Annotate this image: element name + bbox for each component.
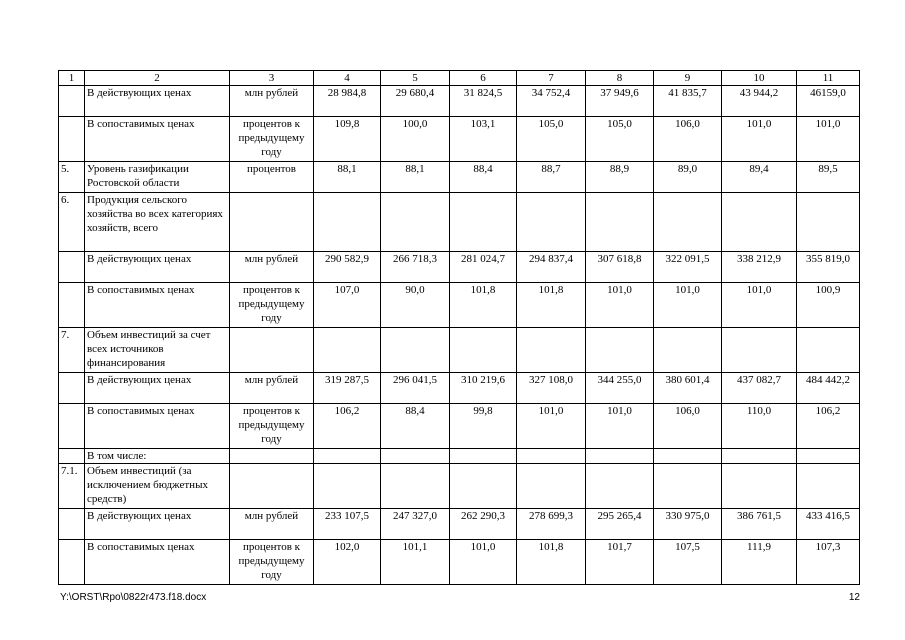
value-cell: 31 824,5 xyxy=(450,86,517,117)
indicator-name-cell: В действующих ценах xyxy=(85,509,230,540)
unit-cell: млн рублей xyxy=(230,509,314,540)
indicator-name-cell: Объем инвестиций (за исключением бюджетных средств) xyxy=(85,464,230,509)
header-cell: 4 xyxy=(314,71,381,86)
value-cell xyxy=(586,193,654,252)
value-cell: 437 082,7 xyxy=(722,373,797,404)
header-cell: 10 xyxy=(722,71,797,86)
value-cell: 233 107,5 xyxy=(314,509,381,540)
value-cell xyxy=(450,449,517,464)
header-cell: 11 xyxy=(797,71,860,86)
indicator-name-cell: В действующих ценах xyxy=(85,373,230,404)
value-cell xyxy=(517,464,586,509)
value-cell: 88,4 xyxy=(381,404,450,449)
value-cell: 41 835,7 xyxy=(654,86,722,117)
table-row xyxy=(59,509,860,540)
table-row xyxy=(59,373,860,404)
row-number-cell xyxy=(59,449,85,464)
value-cell xyxy=(654,193,722,252)
row-number-cell xyxy=(59,86,85,117)
unit-cell xyxy=(230,449,314,464)
value-cell: 89,0 xyxy=(654,162,722,193)
value-cell xyxy=(517,193,586,252)
row-number-cell xyxy=(59,509,85,540)
value-cell xyxy=(314,464,381,509)
value-cell: 262 290,3 xyxy=(450,509,517,540)
indicator-name-cell: В том числе: xyxy=(85,449,230,464)
value-cell: 100,0 xyxy=(381,117,450,162)
header-cell: 2 xyxy=(85,71,230,86)
row-number-cell xyxy=(59,404,85,449)
value-cell: 101,8 xyxy=(450,283,517,328)
value-cell xyxy=(722,449,797,464)
value-cell: 344 255,0 xyxy=(586,373,654,404)
value-cell xyxy=(654,328,722,373)
header-cell: 8 xyxy=(586,71,654,86)
value-cell: 106,0 xyxy=(654,404,722,449)
unit-cell xyxy=(230,464,314,509)
indicator-name-cell: Уровень газификации Ростовской области xyxy=(85,162,230,193)
indicator-name-cell: Объем инвестиций за счет всех источников финансирования xyxy=(85,328,230,373)
header-cell: 1 xyxy=(59,71,85,86)
value-cell: 307 618,8 xyxy=(586,252,654,283)
value-cell: 29 680,4 xyxy=(381,86,450,117)
value-cell: 37 949,6 xyxy=(586,86,654,117)
value-cell: 110,0 xyxy=(722,404,797,449)
value-cell: 319 287,5 xyxy=(314,373,381,404)
value-cell xyxy=(722,464,797,509)
value-cell xyxy=(586,464,654,509)
value-cell: 106,0 xyxy=(654,117,722,162)
value-cell: 101,8 xyxy=(517,283,586,328)
value-cell xyxy=(450,328,517,373)
value-cell: 109,8 xyxy=(314,117,381,162)
header-cell: 6 xyxy=(450,71,517,86)
table-row xyxy=(59,86,860,117)
unit-cell: процентов к предыдущему году xyxy=(230,540,314,585)
indicator-name-cell: В сопоставимых ценах xyxy=(85,404,230,449)
row-number-cell xyxy=(59,283,85,328)
indicator-name-cell: В сопоставимых ценах xyxy=(85,117,230,162)
value-cell xyxy=(586,449,654,464)
value-cell: 105,0 xyxy=(517,117,586,162)
table-row xyxy=(59,162,860,193)
value-cell: 103,1 xyxy=(450,117,517,162)
value-cell: 330 975,0 xyxy=(654,509,722,540)
value-cell xyxy=(450,193,517,252)
indicator-name-cell: В действующих ценах xyxy=(85,252,230,283)
value-cell xyxy=(797,449,860,464)
table-row xyxy=(59,464,860,509)
value-cell: 88,1 xyxy=(314,162,381,193)
row-number-cell: 7. xyxy=(59,328,85,373)
value-cell: 101,0 xyxy=(586,404,654,449)
value-cell: 88,9 xyxy=(586,162,654,193)
value-cell: 89,5 xyxy=(797,162,860,193)
unit-cell: процентов к предыдущему году xyxy=(230,117,314,162)
value-cell: 100,9 xyxy=(797,283,860,328)
unit-cell: млн рублей xyxy=(230,86,314,117)
value-cell xyxy=(381,328,450,373)
value-cell xyxy=(586,328,654,373)
value-cell: 355 819,0 xyxy=(797,252,860,283)
value-cell xyxy=(722,193,797,252)
value-cell: 101,0 xyxy=(722,283,797,328)
value-cell: 101,0 xyxy=(654,283,722,328)
indicator-name-cell: В сопоставимых ценах xyxy=(85,540,230,585)
table-row xyxy=(59,252,860,283)
value-cell: 281 024,7 xyxy=(450,252,517,283)
value-cell: 43 944,2 xyxy=(722,86,797,117)
value-cell: 290 582,9 xyxy=(314,252,381,283)
value-cell: 106,2 xyxy=(314,404,381,449)
value-cell: 101,8 xyxy=(517,540,586,585)
table-row xyxy=(59,193,860,252)
value-cell: 266 718,3 xyxy=(381,252,450,283)
value-cell: 99,8 xyxy=(450,404,517,449)
header-cell: 9 xyxy=(654,71,722,86)
header-cell: 5 xyxy=(381,71,450,86)
unit-cell xyxy=(230,193,314,252)
value-cell: 88,7 xyxy=(517,162,586,193)
footer-page-number: 12 xyxy=(848,592,860,603)
data-table xyxy=(58,70,860,585)
value-cell: 88,4 xyxy=(450,162,517,193)
row-number-cell xyxy=(59,540,85,585)
value-cell: 88,1 xyxy=(381,162,450,193)
value-cell xyxy=(654,464,722,509)
unit-cell: процентов xyxy=(230,162,314,193)
footer-file-path: Y:\ORST\Rpo\0822r473.f18.docx xyxy=(60,592,207,603)
row-number-cell: 5. xyxy=(59,162,85,193)
value-cell: 107,0 xyxy=(314,283,381,328)
value-cell: 433 416,5 xyxy=(797,509,860,540)
value-cell: 101,0 xyxy=(450,540,517,585)
value-cell: 101,0 xyxy=(517,404,586,449)
value-cell: 102,0 xyxy=(314,540,381,585)
table-row xyxy=(59,540,860,585)
table-header-row xyxy=(59,71,860,86)
value-cell: 295 265,4 xyxy=(586,509,654,540)
value-cell: 28 984,8 xyxy=(314,86,381,117)
value-cell: 278 699,3 xyxy=(517,509,586,540)
table-row xyxy=(59,449,860,464)
header-cell: 7 xyxy=(517,71,586,86)
value-cell xyxy=(381,464,450,509)
value-cell: 111,9 xyxy=(722,540,797,585)
value-cell: 46159,0 xyxy=(797,86,860,117)
row-number-cell xyxy=(59,252,85,283)
value-cell xyxy=(797,328,860,373)
table-row xyxy=(59,328,860,373)
table-row xyxy=(59,404,860,449)
value-cell: 380 601,4 xyxy=(654,373,722,404)
value-cell: 296 041,5 xyxy=(381,373,450,404)
value-cell: 34 752,4 xyxy=(517,86,586,117)
value-cell: 101,0 xyxy=(586,283,654,328)
value-cell xyxy=(314,328,381,373)
value-cell: 101,7 xyxy=(586,540,654,585)
value-cell xyxy=(450,464,517,509)
value-cell xyxy=(517,328,586,373)
value-cell: 386 761,5 xyxy=(722,509,797,540)
table-row xyxy=(59,117,860,162)
value-cell xyxy=(314,193,381,252)
value-cell: 101,0 xyxy=(797,117,860,162)
unit-cell: млн рублей xyxy=(230,373,314,404)
value-cell xyxy=(654,449,722,464)
value-cell: 107,5 xyxy=(654,540,722,585)
value-cell: 484 442,2 xyxy=(797,373,860,404)
unit-cell: процентов к предыдущему году xyxy=(230,283,314,328)
value-cell xyxy=(381,449,450,464)
value-cell: 107,3 xyxy=(797,540,860,585)
value-cell xyxy=(517,449,586,464)
value-cell xyxy=(381,193,450,252)
value-cell: 101,1 xyxy=(381,540,450,585)
value-cell: 247 327,0 xyxy=(381,509,450,540)
row-number-cell: 6. xyxy=(59,193,85,252)
unit-cell xyxy=(230,328,314,373)
row-number-cell xyxy=(59,373,85,404)
value-cell: 105,0 xyxy=(586,117,654,162)
row-number-cell xyxy=(59,117,85,162)
value-cell: 101,0 xyxy=(722,117,797,162)
indicator-name-cell: В сопоставимых ценах xyxy=(85,283,230,328)
value-cell: 294 837,4 xyxy=(517,252,586,283)
row-number-cell: 7.1. xyxy=(59,464,85,509)
header-cell: 3 xyxy=(230,71,314,86)
value-cell: 338 212,9 xyxy=(722,252,797,283)
value-cell: 322 091,5 xyxy=(654,252,722,283)
value-cell: 106,2 xyxy=(797,404,860,449)
indicator-name-cell: Продукция сельского хозяйства во всех категориях хозяйств, всего xyxy=(85,193,230,252)
value-cell: 90,0 xyxy=(381,283,450,328)
value-cell xyxy=(797,464,860,509)
unit-cell: млн рублей xyxy=(230,252,314,283)
table-row xyxy=(59,283,860,328)
value-cell xyxy=(797,193,860,252)
value-cell: 89,4 xyxy=(722,162,797,193)
unit-cell: процентов к предыдущему году xyxy=(230,404,314,449)
value-cell: 310 219,6 xyxy=(450,373,517,404)
value-cell xyxy=(314,449,381,464)
value-cell xyxy=(722,328,797,373)
indicator-name-cell: В действующих ценах xyxy=(85,86,230,117)
value-cell: 327 108,0 xyxy=(517,373,586,404)
